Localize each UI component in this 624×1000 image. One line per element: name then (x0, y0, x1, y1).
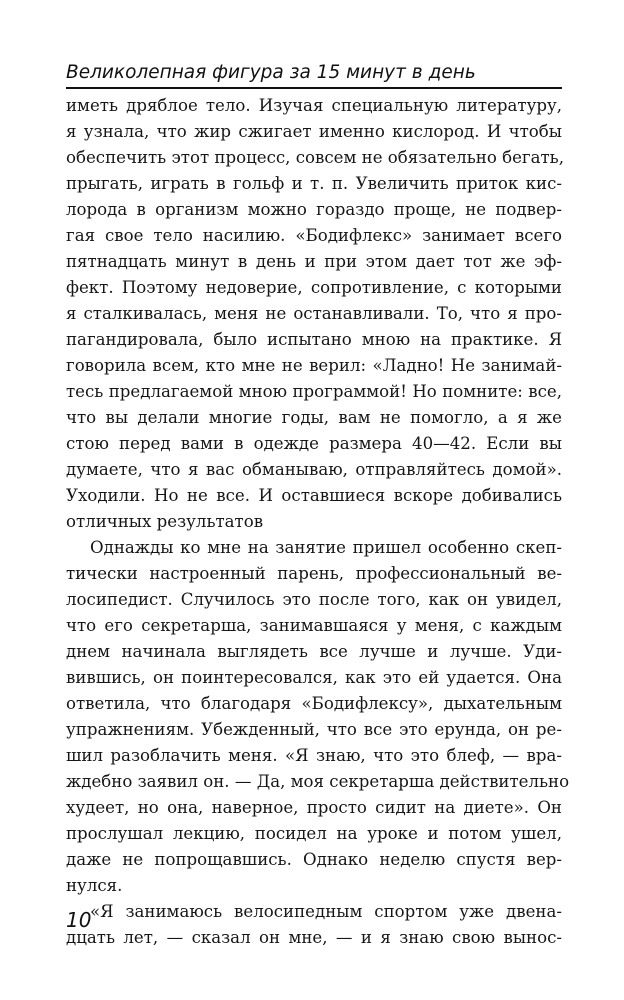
text-line: что его секретарша, занимавшаяся у меня, с каждым (66, 616, 562, 635)
text-line: прослушал лекцию, посидел на уроке и потом ушел, (66, 824, 562, 843)
text-line: стою перед вами в одежде размера 40—42. Если вы (66, 434, 562, 453)
text-line: вившись, он поинтересовался, как это ей удается. Она (66, 668, 562, 687)
text-line: лосипедист. Случилось это после того, как он увидел, (66, 590, 562, 609)
text-line: дцать лет, — сказал он мне, — и я знаю свою вынос- (66, 928, 562, 947)
text-line: тесь предлагаемой мною программой! Но помните: все, (66, 382, 562, 401)
text-line: говорила всем, кто мне не верил: «Ладно! Не занимай- (66, 356, 562, 375)
text-line: тически настроенный парень, профессиональный ве- (66, 564, 562, 583)
text-line: упражнениям. Убежденный, что все это ерунда, он ре- (66, 720, 562, 739)
text-line: шил разоблачить меня. «Я знаю, что это блеф, — вра- (66, 746, 562, 765)
running-head-title: Великолепная фигура за 15 минут в день (66, 62, 476, 83)
text-line: фект. Поэтому недоверие, сопротивление, с которыми (66, 278, 562, 297)
text-line: отличных результатов (66, 512, 264, 531)
text-line: лорода в организм можно гораздо проще, не подвер- (66, 200, 562, 219)
text-line: я сталкивалась, меня не останавливали. То, что я про- (66, 304, 562, 323)
text-line: ждебно заявил он. — Да, моя секретарша действительно (66, 772, 570, 791)
text-line: ответила, что благодаря «Бодифлексу», дыхательным (66, 694, 562, 713)
text-line: иметь дряблое тело. Изучая специальную литературу, (66, 96, 562, 115)
body-text (66, 93, 570, 951)
text-line: Уходили. Но не все. И оставшиеся вскоре добивались (66, 486, 562, 505)
text-line: обеспечить этот процесс, совсем не обязательно бегать, (66, 148, 564, 167)
text-line: гая свое тело насилию. «Бодифлекс» занимает всего (66, 226, 562, 245)
text-line: днем начинала выглядеть все лучше и лучше. Уди- (66, 642, 562, 661)
text-line: худеет, но она, наверное, просто сидит на диете». Он (66, 798, 562, 817)
page-number: 10 (66, 908, 92, 932)
text-line: Однажды ко мне на занятие пришел особенно скеп- (90, 538, 562, 557)
text-line: что вы делали многие годы, вам не помогло, а я же (66, 408, 562, 427)
text-line: прыгать, играть в гольф и т. п. Увеличить приток кис- (66, 174, 562, 193)
text-line: пятнадцать минут в день и при этом дает тот же эф- (66, 252, 562, 271)
text-line: нулся. (66, 876, 123, 895)
text-line: пагандировала, было испытано мною на практике. Я (66, 330, 562, 349)
text-line: думаете, что я вас обманываю, отправляйтесь домой». (66, 460, 562, 479)
text-line: даже не попрощавшись. Однако неделю спустя вер- (66, 850, 562, 869)
header-rule (66, 87, 562, 89)
text-line: «Я занимаюсь велосипедным спортом уже двена- (90, 902, 562, 921)
text-line: я узнала, что жир сжигает именно кислород. И чтобы (66, 122, 562, 141)
